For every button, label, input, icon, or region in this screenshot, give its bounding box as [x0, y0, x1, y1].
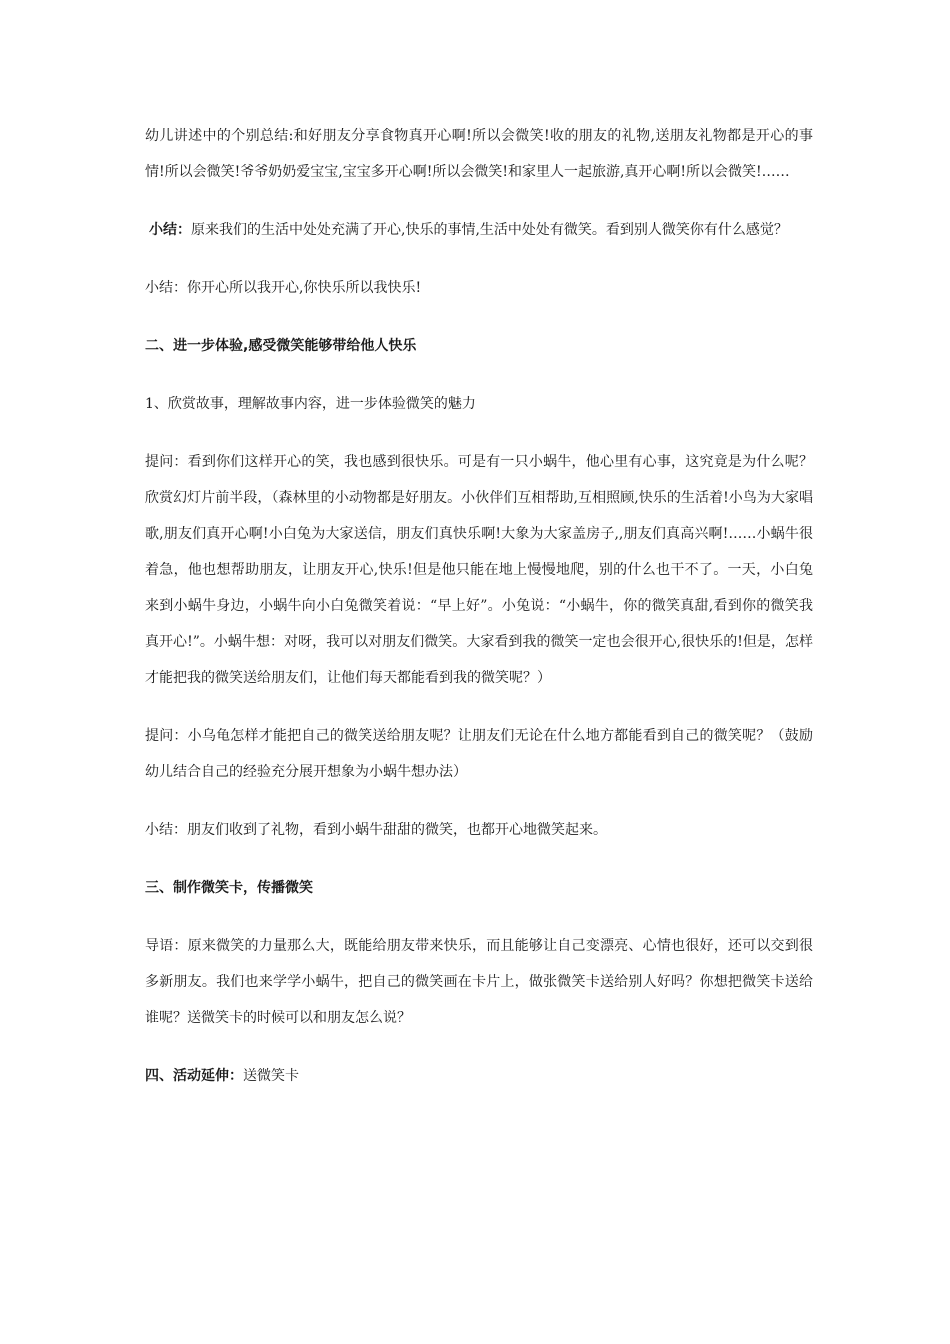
summary-paragraph-2: 小结：你开心所以我开心,你快乐所以我快乐! — [145, 280, 422, 296]
section-4-paragraph — [145, 1058, 813, 1094]
section-4-label: 四、活动延伸： — [145, 1068, 243, 1084]
individual-summary-paragraph: 幼儿讲述中的个别总结:和好朋友分享食物真开心啊!所以会微笑!收的朋友的礼物,送朋友礼物都是开心的事情!所以会微笑!爷爷奶奶爱宝宝,宝宝多开心啊!所以会微笑!和家里人一起旅游,真开心啊!所以会微笑!…… — [145, 128, 813, 180]
summary-paragraph-1 — [145, 212, 813, 248]
summary-paragraph-3: 小结：朋友们收到了礼物，看到小蜗牛甜甜的微笑，也都开心地微笑起来。 — [145, 822, 607, 838]
guide-paragraph: 导语：原来微笑的力量那么大，既能给朋友带来快乐，而且能够让自己变漂亮、心情也很好，还可以交到很多新朋友。我们也来学学小蜗牛，把自己的微笑画在卡片上，做张微笑卡送给别人好吗？你想把微笑卡送给谁呢？送微笑卡的时候可以和朋友怎么说？ — [145, 938, 813, 1026]
section-3-heading: 三、制作微笑卡，传播微笑 — [145, 880, 313, 896]
story-question-paragraph: 提问：看到你们这样开心的笑，我也感到很快乐。可是有一只小蜗牛，他心里有心事，这究竟是为什么呢？欣赏幻灯片前半段，（森林里的小动物都是好朋友。小伙伴们互相帮助,互相照顾,快乐的生活着!小鸟为大家唱歌,朋友们真开心啊!小白兔为大家送信，朋友们真快乐啊!大象为大家盖房子,,朋友们真高兴啊!……小蜗牛很着急，他也想帮助朋友，让朋友开心,快乐!但是他只能在地上慢慢地爬，别的什么也干不了。一天，小白兔来到小蜗牛身边，小蜗牛向小白兔微笑着说：“早上好”。小兔说：“小蜗牛，你的微笑真甜,看到你的微笑我真开心!”。小蜗牛想：对呀，我可以对朋友们微笑。大家看到我的微笑一定也会很开心,很快乐的!但是，怎样才能把我的微笑送给朋友们，让他们每天都能看到我的微笑呢？） — [145, 454, 813, 686]
section-4-text: 送微笑卡 — [243, 1068, 299, 1084]
question-paragraph-2: 提问：小乌龟怎样才能把自己的微笑送给朋友呢？让朋友们无论在什么地方都能看到自己的微笑呢？（鼓励幼儿结合自己的经验充分展开想象为小蜗牛想办法） — [145, 728, 813, 780]
section-2-heading: 二、进一步体验,感受微笑能够带给他人快乐 — [145, 338, 417, 354]
summary-label: 小结： — [149, 222, 191, 238]
document-page — [145, 118, 813, 1116]
subsection-1-heading: 1、欣赏故事，理解故事内容，进一步体验微笑的魅力 — [145, 396, 476, 412]
summary-text: 原来我们的生活中处处充满了开心,快乐的事情,生活中处处有微笑。看到别人微笑你有什么感觉？ — [191, 222, 788, 238]
